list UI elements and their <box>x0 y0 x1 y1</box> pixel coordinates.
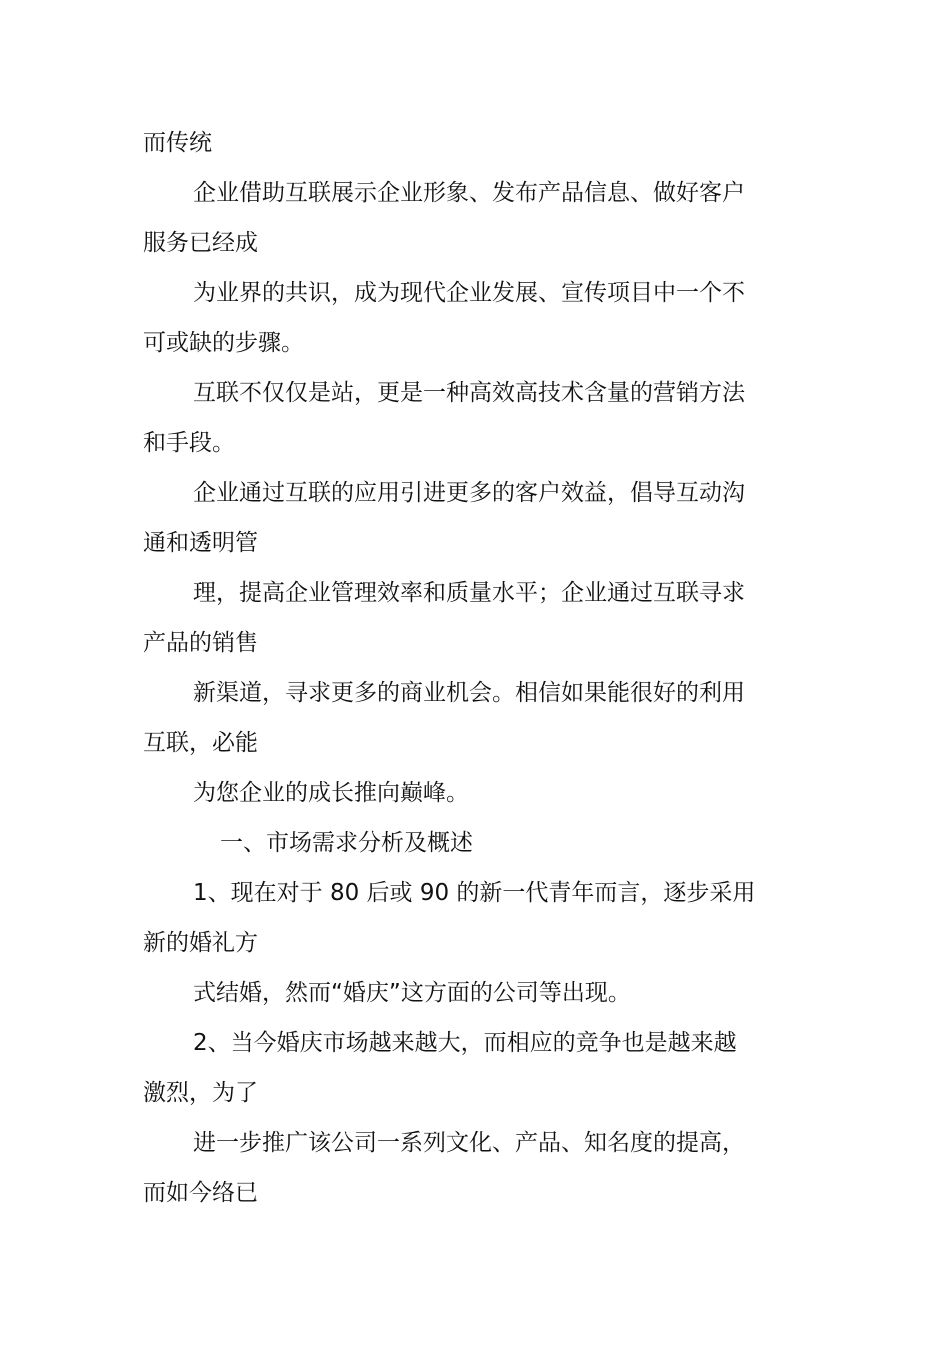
text-line: 而传统 <box>143 130 212 156</box>
text-line: 新的婚礼方 <box>143 930 258 956</box>
text-line: 服务已经成 <box>143 230 258 256</box>
paragraph-line: 企业通过互联的应用引进更多的客户效益，倡导互动沟 <box>193 480 745 506</box>
text-line: 互联，必能 <box>143 730 258 756</box>
text-line: 激烈，为了 <box>143 1080 258 1106</box>
text-line: 而如今络已 <box>143 1180 258 1206</box>
paragraph-line: 互联不仅仅是站，更是一种高效高技术含量的营销方法 <box>193 380 745 406</box>
text-line: 可或缺的步骤。 <box>143 330 304 356</box>
paragraph-line: 企业借助互联展示企业形象、发布产品信息、做好客户 <box>193 180 745 206</box>
paragraph-line: 式结婚，然而“婚庆”这方面的公司等出现。 <box>193 980 631 1006</box>
section-heading: 一、市场需求分析及概述 <box>220 830 473 856</box>
text-line: 和手段。 <box>143 430 235 456</box>
paragraph-line: 进一步推广该公司一系列文化、产品、知名度的提高， <box>193 1130 745 1156</box>
text-line: 产品的销售 <box>143 630 258 656</box>
paragraph-line: 新渠道，寻求更多的商业机会。相信如果能很好的利用 <box>193 680 745 706</box>
paragraph-line: 理，提高企业管理效率和质量水平；企业通过互联寻求 <box>193 580 745 606</box>
paragraph-line: 1、现在对于 80 后或 90 的新一代青年而言，逐步采用 <box>193 880 756 906</box>
paragraph-line: 2、当今婚庆市场越来越大，而相应的竞争也是越来越 <box>193 1030 737 1056</box>
text-line: 通和透明管 <box>143 530 258 556</box>
paragraph-line: 为业界的共识，成为现代企业发展、宣传项目中一个不 <box>193 280 745 306</box>
paragraph-line: 为您企业的成长推向巅峰。 <box>193 780 469 806</box>
